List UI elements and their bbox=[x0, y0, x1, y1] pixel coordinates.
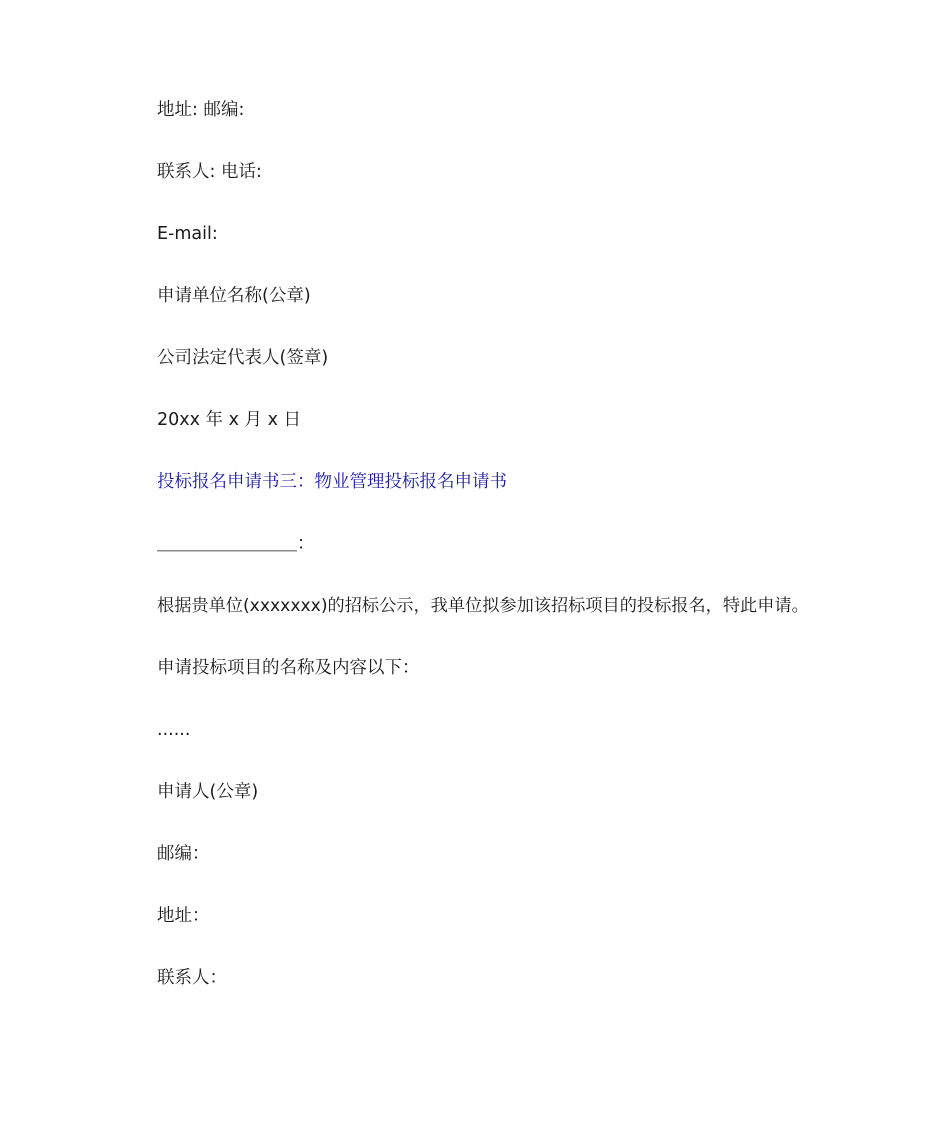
address-line: 地址： bbox=[157, 906, 210, 926]
applicant-seal-line: 申请人(公章) bbox=[157, 782, 259, 802]
document-body bbox=[157, 96, 857, 1026]
project-content-intro: 申请投标项目的名称及内容以下： bbox=[157, 658, 420, 678]
address-postcode-line: 地址: 邮编: bbox=[157, 100, 245, 120]
section-heading: 投标报名申请书三：物业管理投标报名申请书 bbox=[157, 472, 507, 492]
email-line: E-mail: bbox=[157, 224, 218, 244]
ellipsis-line: ...... bbox=[157, 720, 191, 740]
contact-line: 联系人： bbox=[157, 968, 227, 988]
contact-phone-line: 联系人: 电话: bbox=[157, 162, 262, 182]
postcode-line: 邮编： bbox=[157, 844, 210, 864]
legal-representative-signature-line: 公司法定代表人(签章) bbox=[157, 348, 329, 368]
recipient-blank-line: ＿＿＿＿＿＿＿＿： bbox=[157, 534, 315, 554]
application-statement: 根据贵单位(xxxxxxx)的招标公示，我单位拟参加该招标项目的投标报名，特此申请。 bbox=[157, 596, 809, 616]
applicant-unit-seal-line: 申请单位名称(公章) bbox=[157, 286, 311, 306]
date-line: 20xx 年 x 月 x 日 bbox=[157, 410, 302, 430]
